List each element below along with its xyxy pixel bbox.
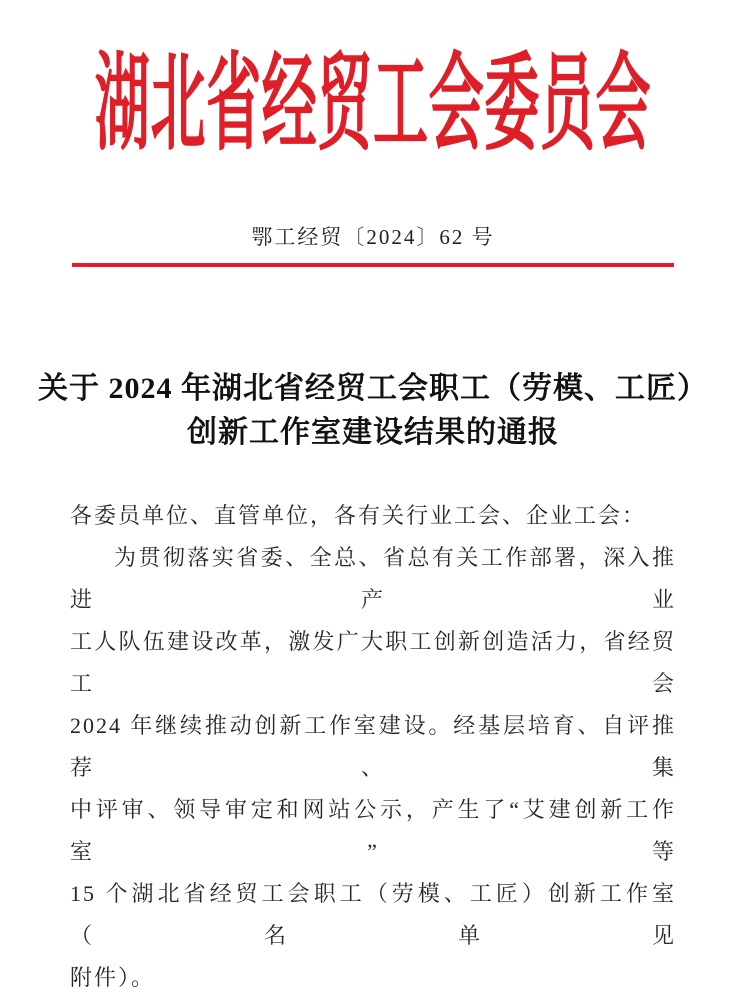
document-title	[0, 367, 746, 455]
red-divider-line	[72, 263, 674, 267]
paragraph-line: 2024 年继续推动创新工作室建设。经基层培育、自评推荐、集	[70, 713, 676, 780]
document-title-line1: 关于 2024 年湖北省经贸工会职工（劳模、工匠）	[38, 372, 708, 405]
salutation-line: 各委员单位、直管单位，各有关行业工会、企业工会：	[70, 503, 647, 528]
paragraph-line: 中评审、领导审定和网站公示，产生了“艾建创新工作室”等	[70, 797, 676, 864]
document-number: 鄂工经贸〔2024〕62 号	[251, 225, 495, 249]
paragraph-line: 为贯彻落实省委、全总、省总有关工作部署，深入推进产业	[70, 545, 676, 612]
paragraph-line: 附件）。	[70, 965, 156, 990]
document-header	[0, 30, 746, 180]
document-page	[0, 30, 746, 990]
paragraph-line: 工人队伍建设改革，激发广大职工创新创造活力，省经贸工会	[70, 629, 676, 696]
paragraph-line: 15 个湖北省经贸工会职工（劳模、工匠）创新工作室（名单见	[70, 881, 676, 948]
document-body	[70, 495, 676, 999]
document-title-line2: 创新工作室建设结果的通报	[187, 416, 559, 449]
issuing-org-title: 湖北省经贸工会委员会	[94, 46, 652, 163]
